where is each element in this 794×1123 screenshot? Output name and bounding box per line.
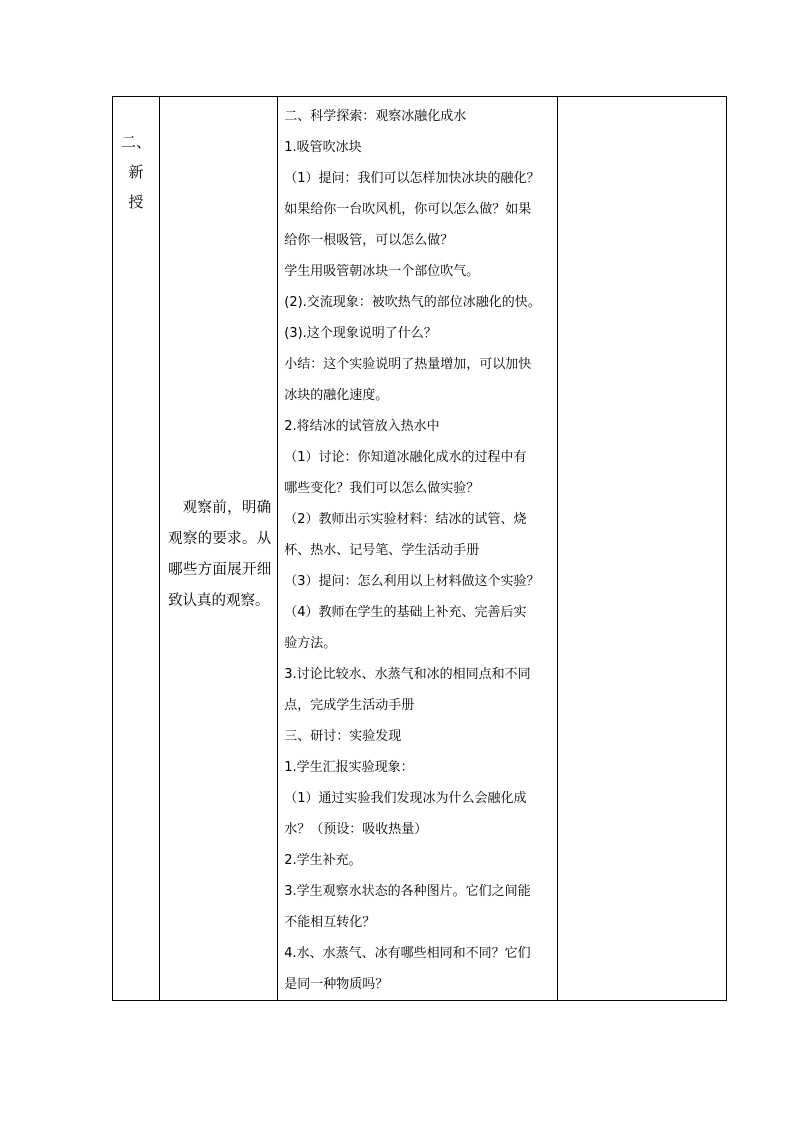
content-line: （2）教师出示实验材料：结冰的试管、烧 — [284, 512, 527, 527]
content-line: 验方法。 — [284, 636, 337, 651]
content-line: 2.学生补充。 — [284, 853, 362, 868]
goal-cell — [160, 97, 278, 1001]
content-line: (2).交流现象：被吹热气的部位冰融化的快。 — [284, 295, 541, 310]
content-line: 是同一种物质吗？ — [284, 977, 389, 992]
goal-text: 观察前，明确观察的要求。从哪些方面展开细致认真的观察。 — [168, 499, 272, 609]
section-label-part: 授 — [128, 193, 144, 211]
content-line: （3）提问：怎么利用以上材料做这个实验？ — [284, 574, 540, 589]
content-line: 水？（预设：吸收热量） — [284, 822, 428, 837]
content-line: 学生用吸管朝冰块一个部位吹气。 — [284, 264, 480, 279]
content-line: （1）提问：我们可以怎样加快冰块的融化？ — [284, 171, 540, 186]
content-line: 冰块的融化速度。 — [284, 388, 389, 403]
content-line: 给你一根吸管，可以怎么做？ — [284, 233, 454, 248]
section-label-part: 二、 — [121, 133, 152, 151]
content-lines — [284, 101, 552, 1000]
content-line: 三、研讨：实验发现 — [284, 729, 402, 744]
content-line: 小结：这个实验说明了热量增加，可以加快 — [284, 357, 532, 372]
content-line: （1）讨论：你知道冰融化成水的过程中有 — [284, 450, 527, 465]
content-line: (3).这个现象说明了什么？ — [284, 326, 437, 341]
content-line: 不能相互转化？ — [284, 915, 376, 930]
content-line: 2.将结冰的试管放入热水中 — [284, 419, 440, 434]
content-line: （1）通过实验我们发现冰为什么会融化成 — [284, 791, 527, 806]
table-row — [113, 97, 727, 1001]
section-label-part: 新 — [128, 163, 144, 181]
content-line: 4.水、水蒸气、冰有哪些相同和不同？它们 — [284, 946, 531, 961]
content-line: 1.学生汇报实验现象： — [284, 760, 414, 775]
content-line: 1.吸管吹冰块 — [284, 140, 362, 155]
section-label-cell — [113, 97, 160, 1001]
content-line: 3.讨论比较水、水蒸气和冰的相同点和不同 — [284, 667, 531, 682]
content-line: 二、科学探索：观察冰融化成水 — [284, 109, 467, 124]
content-line: （4）教师在学生的基础上补充、完善后实 — [284, 605, 527, 620]
content-line: 3.学生观察水状态的各种图片。它们之间能 — [284, 884, 531, 899]
content-line: 如果给你一台吹风机，你可以怎么做？如果 — [284, 202, 532, 217]
content-cell — [278, 97, 557, 1001]
content-line: 点，完成学生活动手册 — [284, 698, 415, 713]
lesson-plan-table — [112, 96, 727, 1001]
content-line: 杯、热水、记号笔、学生活动手册 — [284, 543, 480, 558]
notes-cell — [557, 97, 726, 1001]
content-line: 哪些变化？我们可以怎么做实验？ — [284, 481, 480, 496]
